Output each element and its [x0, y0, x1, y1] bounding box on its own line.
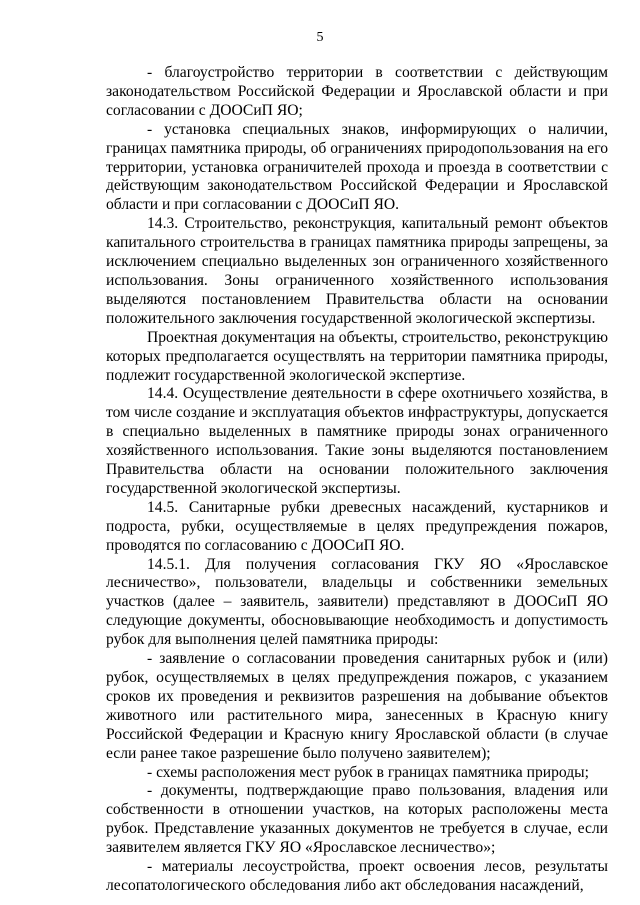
paragraph-landscaping: - благоустройство территории в соответствии с действующим законодательством Российской Федерации и Ярославской области и при согласовании с ДООСиП ЯО;	[106, 64, 608, 119]
paragraph-14-5-sanitary-felling: 14.5. Санитарные рубки древесных насаждений, кустарников и подроста, рубки, осуществляемые в целях предупреждения пожаров, проводятся по согласованию с ДООСиП ЯО.	[106, 498, 608, 554]
paragraph-14-4-hunting: 14.4. Осуществление деятельности в сфере охотничьего хозяйства, в том числе создание и эксплуатация объектов инфраструктуры, допускается в специально выделенных в памятнике природы зонах ограниченного хозяйственного использования. Такие зоны выделяются постановлением Правительства области на основании положительного заключения государственной экологической экспертизы.	[106, 385, 608, 497]
paragraph-forest-materials: - материалы лесоустройства, проект освоения лесов, результаты лесопатологического обследования либо акт обследования насаждений,	[106, 858, 608, 894]
paragraph-signs-installation: - установка специальных знаков, информирующих о наличии, границах памятника природы, об ограничениях природопользования на его территории, установка ограничителей прохода и проезда в соответствии с действующим законодательством Российской Федерации и Ярославской области и при согласовании с ДООСиП ЯО.	[106, 120, 608, 214]
page-number: 5	[316, 30, 324, 45]
paragraph-felling-schemes: - схемы расположения мест рубок в границах памятника природы;	[147, 763, 589, 781]
paragraph-ownership-documents: - документы, подтверждающие право пользования, владения или собственности в отношении участков, на которых расположены места рубок. Представление указанных документов не требуется в случае, если заявителем является ГКУ ЯО «Ярославское лесничество»;	[106, 782, 608, 857]
paragraph-project-documentation: Проектная документация на объекты, строительство, реконструкцию которых предполагается осуществлять на территории памятника природы, подлежит государственной экологической экспертизе.	[106, 328, 608, 384]
paragraph-application: - заявление о согласовании проведения санитарных рубок и (или) рубок, осуществляемых в целях предупреждения пожаров, с указанием сроков их проведения и реквизитов разрешения на добывание объектов животного или растительного мира, занесенных в Красную книгу Российской Федерации и Красную книгу Ярославской области (в случае если ранее такое разрешение было получено заявителем);	[106, 650, 608, 762]
paragraph-14-5-1-approval: 14.5.1. Для получения согласования ГКУ ЯО «Ярославское лесничество», пользователи, владельцы и собственники земельных участков (далее – заявитель, заявители) представляют в ДООСиП ЯО следующие документы, обосновывающие необходимость и допустимость рубок для выполнения целей памятника природы:	[106, 555, 608, 649]
paragraph-14-3-construction: 14.3. Строительство, реконструкция, капитальный ремонт объектов капитального строительства в границах памятника природы запрещены, за исключением специально выделенных зон ограниченного хозяйственного использования. Зоны ограниченного хозяйственного использования выделяются постановлением Правительства области на основании положительного заключения государственной экологической экспертизы.	[106, 215, 608, 327]
document-body	[106, 64, 608, 896]
